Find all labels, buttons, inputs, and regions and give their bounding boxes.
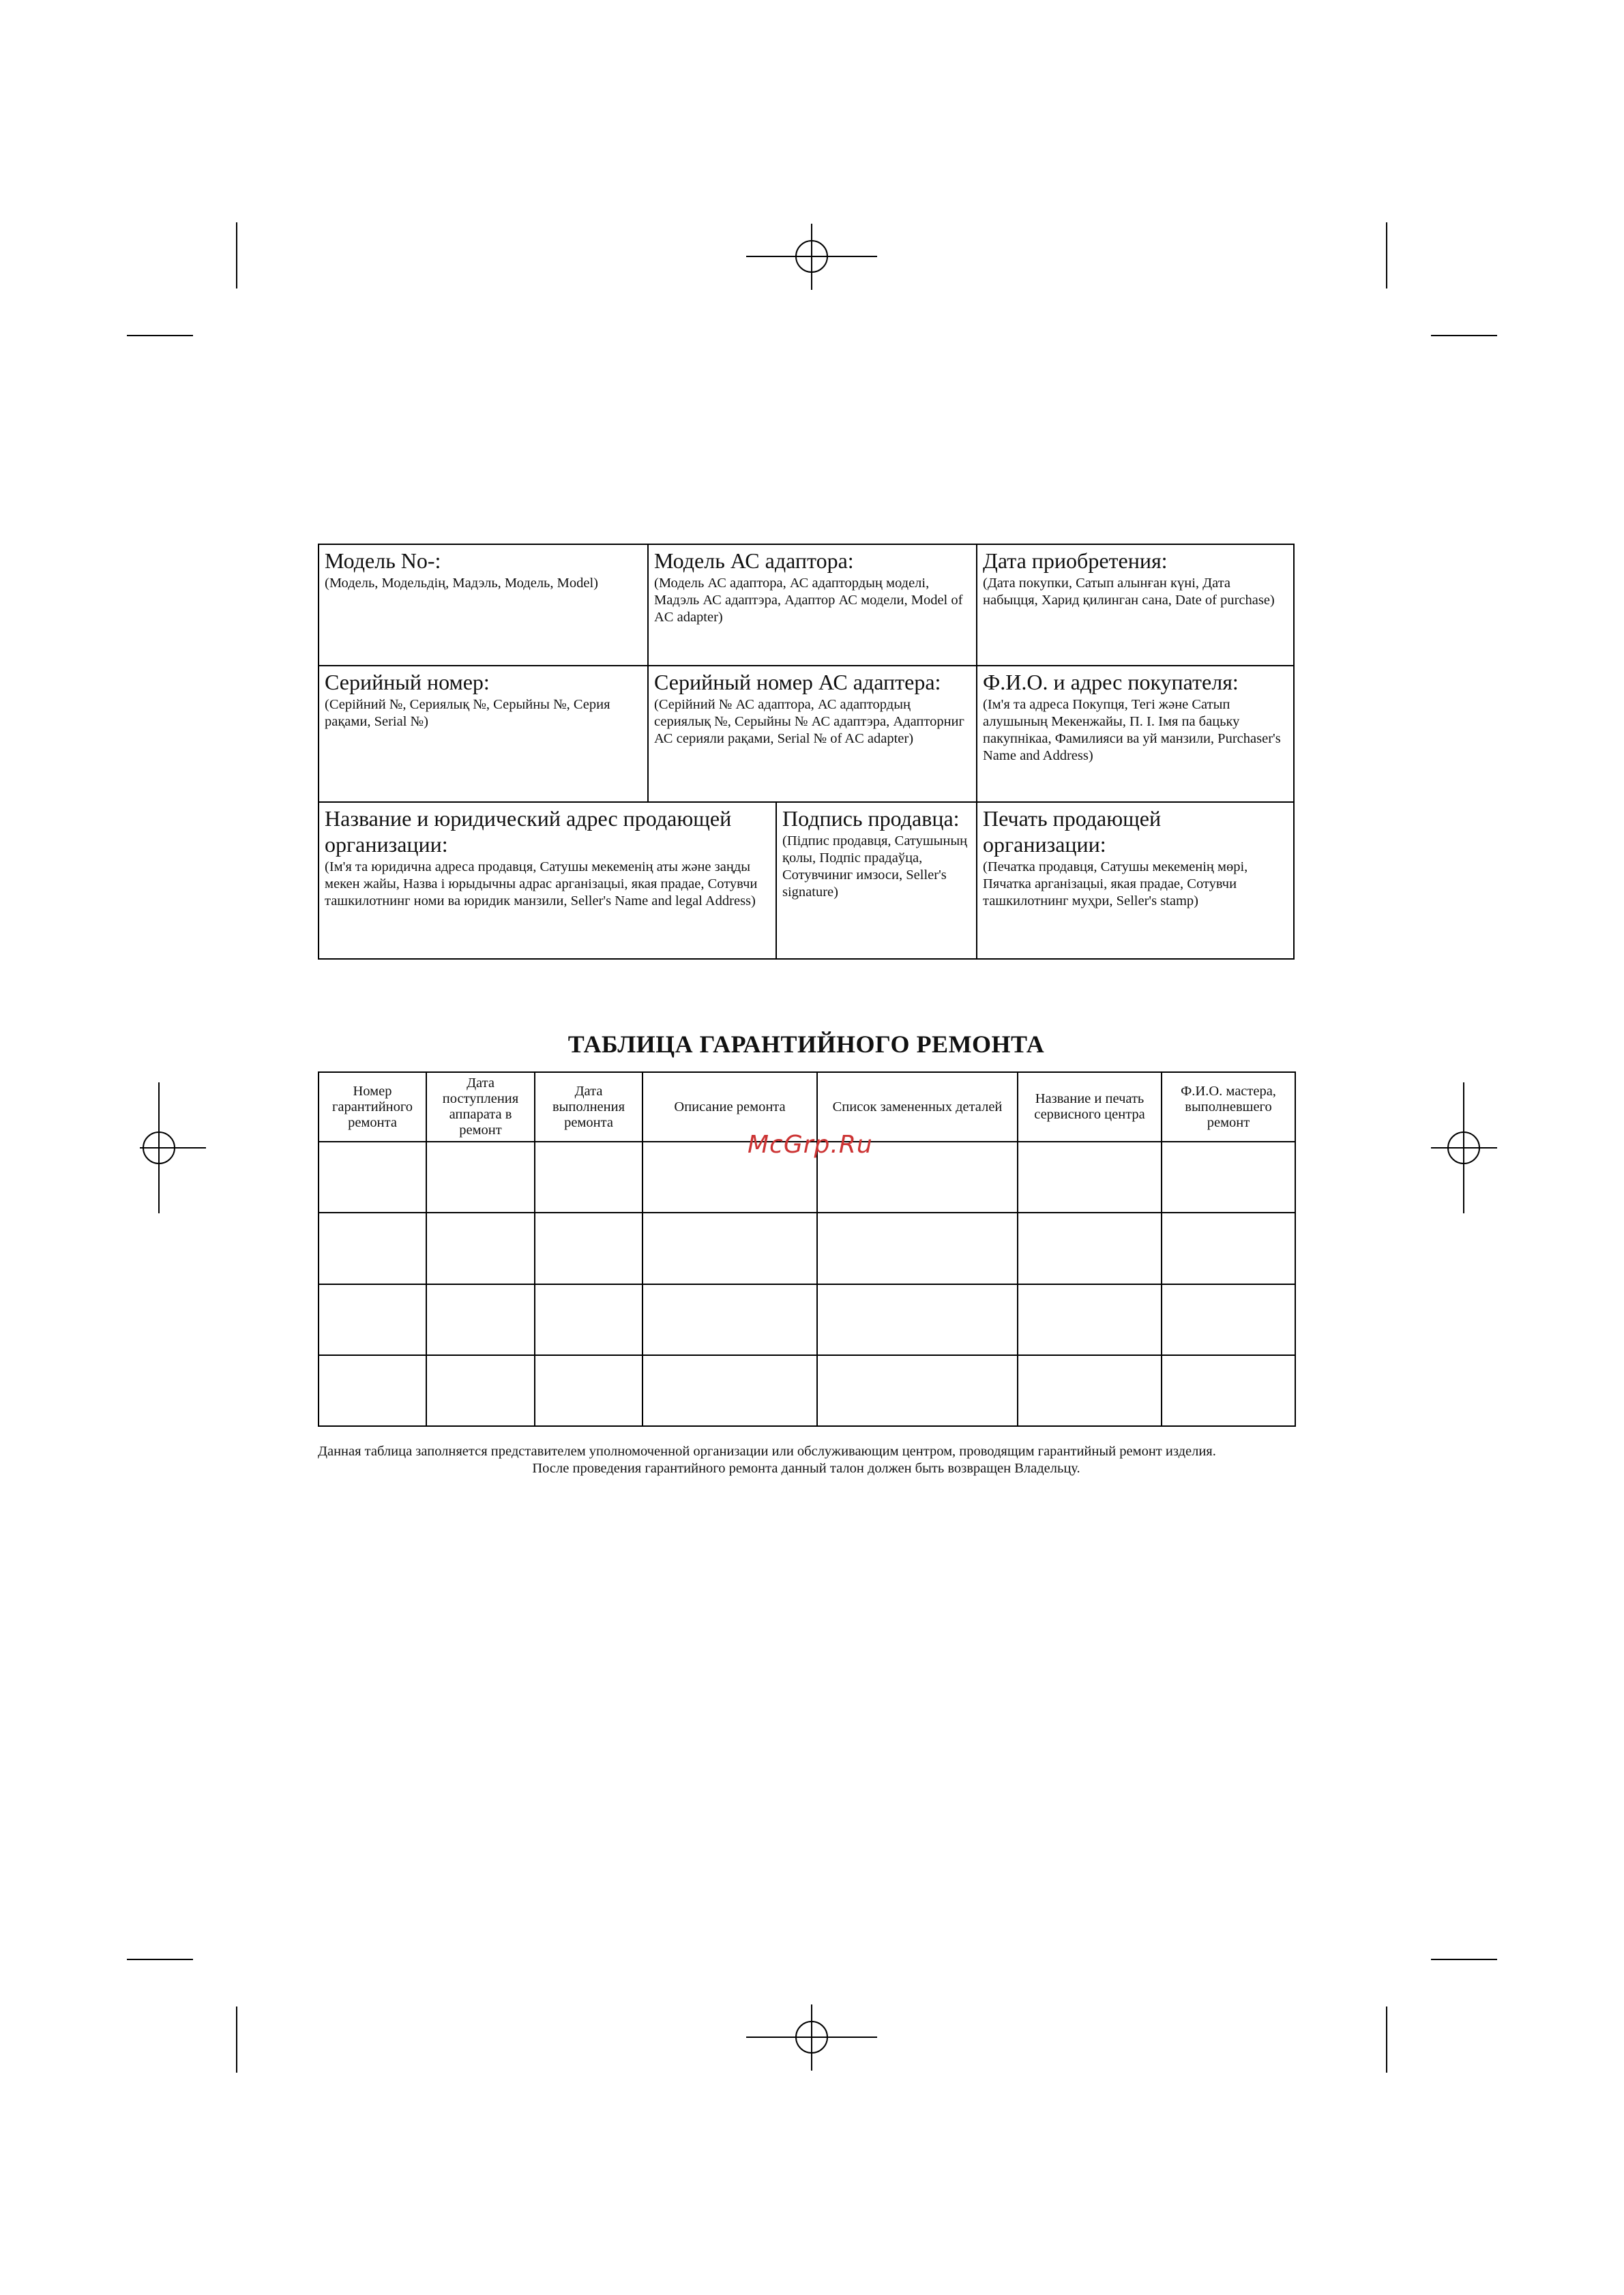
crop-mark (236, 2007, 237, 2073)
site-watermark: McGrp.Ru (748, 1131, 873, 1159)
table-cell[interactable] (1162, 1355, 1295, 1426)
table-cell[interactable] (1162, 1284, 1295, 1355)
table-cell[interactable] (426, 1142, 535, 1213)
table-cell[interactable] (319, 1284, 426, 1355)
field-label: Ф.И.О. и адрес покупателя: (983, 670, 1239, 694)
warranty-info-form (318, 544, 1295, 960)
repair-table-title: ТАБЛИЦА ГАРАНТИЙНОГО РЕМОНТА (567, 1031, 1045, 1058)
table-cell[interactable] (817, 1355, 1018, 1426)
column-header-completed-date: Дата выполнения ремонта (535, 1072, 643, 1142)
field-label: Модель АС адаптора: (654, 548, 854, 573)
seller-signature-field[interactable] (776, 803, 976, 958)
table-cell[interactable] (319, 1213, 426, 1284)
table-row (319, 1355, 1295, 1426)
table-cell[interactable] (1018, 1284, 1162, 1355)
field-label: Название и юридический адрес продающей организации: (325, 806, 732, 857)
table-cell[interactable] (817, 1284, 1018, 1355)
crop-mark (236, 222, 237, 288)
field-translations: (Дата покупки, Сатып алынған күні, Дата набыцця, Харид қилинган сана, Date of purchase) (983, 576, 1275, 608)
column-header-replaced-parts: Список замененных деталей (817, 1072, 1018, 1142)
column-header-repair-number: Номер гарантийного ремонта (319, 1072, 426, 1142)
field-translations: (Печатка продавця, Сатушы мекеменің мөрі, Пячатка арганізацыі, якая прадае, Сотувчи ташкилотнинг муҳри, Seller's stamp) (983, 859, 1248, 908)
field-translations: (Модель, Модельдің, Мадэль, Модель, Model) (325, 576, 599, 591)
field-label: Модель No-: (325, 548, 441, 573)
seller-stamp-field[interactable] (976, 803, 1293, 958)
table-cell[interactable] (426, 1213, 535, 1284)
crop-mark (1386, 222, 1387, 288)
seller-name-field[interactable] (319, 803, 776, 958)
table-cell[interactable] (1018, 1355, 1162, 1426)
table-cell[interactable] (426, 1284, 535, 1355)
purchaser-field[interactable] (976, 666, 1293, 801)
column-header-service-center: Название и печать сервисного центра (1018, 1072, 1162, 1142)
table-cell[interactable] (535, 1355, 643, 1426)
serial-number-field[interactable] (319, 666, 647, 801)
field-label: Серийный номер АС адаптера: (654, 670, 941, 694)
field-translations: (Підпис продавця, Сатушының қолы, Подпіс прадаўца, Сотувчиниг имзоси, Seller's signature) (782, 833, 968, 900)
table-cell[interactable] (1162, 1213, 1295, 1284)
field-translations: (Ім'я та адреса Покупця, Тегі және Сатып алушының Мекенжайы, П. І. Імя па бацьку пакупнікаа, Фамилияси ва уй манзили, Purchaser's Name and Address) (983, 697, 1281, 763)
footnote (318, 1443, 1295, 1477)
table-cell[interactable] (1018, 1142, 1162, 1213)
table-cell[interactable] (319, 1355, 426, 1426)
table-cell[interactable] (1162, 1142, 1295, 1213)
table-cell[interactable] (643, 1355, 817, 1426)
field-translations: (Ім'я та юридична адреса продавця, Сатушы мекеменің аты және заңды мекен жайы, Назва і юрыдычны адрас арганізацыі, якая прадае, Сотувчи ташкилотнинг номи ва юридик манзили, Seller's Name and legal Address) (325, 859, 758, 908)
table-cell[interactable] (535, 1284, 643, 1355)
purchase-date-field[interactable] (976, 545, 1293, 665)
field-label: Серийный номер: (325, 670, 490, 694)
adapter-serial-field[interactable] (647, 666, 976, 801)
field-label: Печать продающей организации: (983, 806, 1162, 857)
model-number-field[interactable] (319, 545, 647, 665)
crop-mark (1386, 2007, 1387, 2073)
info-row (319, 545, 1293, 666)
footnote-line: После проведения гарантийного ремонта данный талон должен быть возвращен Владельцу. (532, 1461, 1080, 1476)
field-label: Дата приобретения: (983, 548, 1168, 573)
crop-mark (127, 1959, 193, 1960)
table-cell[interactable] (643, 1213, 817, 1284)
footnote-line: Данная таблица заполняется представителем уполномоченной организации или обслуживающим центром, проводящим гарантийный ремонт изделия. (318, 1444, 1216, 1459)
warranty-repair-table (318, 1071, 1296, 1427)
table-cell[interactable] (535, 1213, 643, 1284)
field-translations: (Серійний № АС адаптора, АС адаптордың сериялық №, Серыйны № АС адаптэра, Адапторниг АС серияли рақами, Serial № of AC adapter) (654, 697, 964, 746)
info-row (319, 666, 1293, 803)
table-cell[interactable] (535, 1142, 643, 1213)
field-translations: (Модель АС адаптора, АС адаптордың моделі, Мадэль АС адаптэра, Адаптор АС модели, Model of AC adapter) (654, 576, 963, 625)
crop-mark (1431, 1959, 1497, 1960)
adapter-model-field[interactable] (647, 545, 976, 665)
table-cell[interactable] (1018, 1213, 1162, 1284)
crop-mark (127, 335, 193, 336)
column-header-received-date: Дата поступления аппарата в ремонт (426, 1072, 535, 1142)
field-label: Подпись продавца: (782, 806, 960, 831)
table-row (319, 1284, 1295, 1355)
crop-mark (1431, 335, 1497, 336)
table-row (319, 1213, 1295, 1284)
table-cell[interactable] (643, 1284, 817, 1355)
column-header-technician: Ф.И.О. мастера, выполневшего ремонт (1162, 1072, 1295, 1142)
info-row (319, 803, 1293, 958)
table-cell[interactable] (319, 1142, 426, 1213)
table-cell[interactable] (817, 1213, 1018, 1284)
table-cell[interactable] (426, 1355, 535, 1426)
column-header-description: Описание ремонта (643, 1072, 817, 1142)
field-translations: (Серійний №, Сериялық №, Серыйны №, Серия рақами, Serial №) (325, 697, 610, 729)
